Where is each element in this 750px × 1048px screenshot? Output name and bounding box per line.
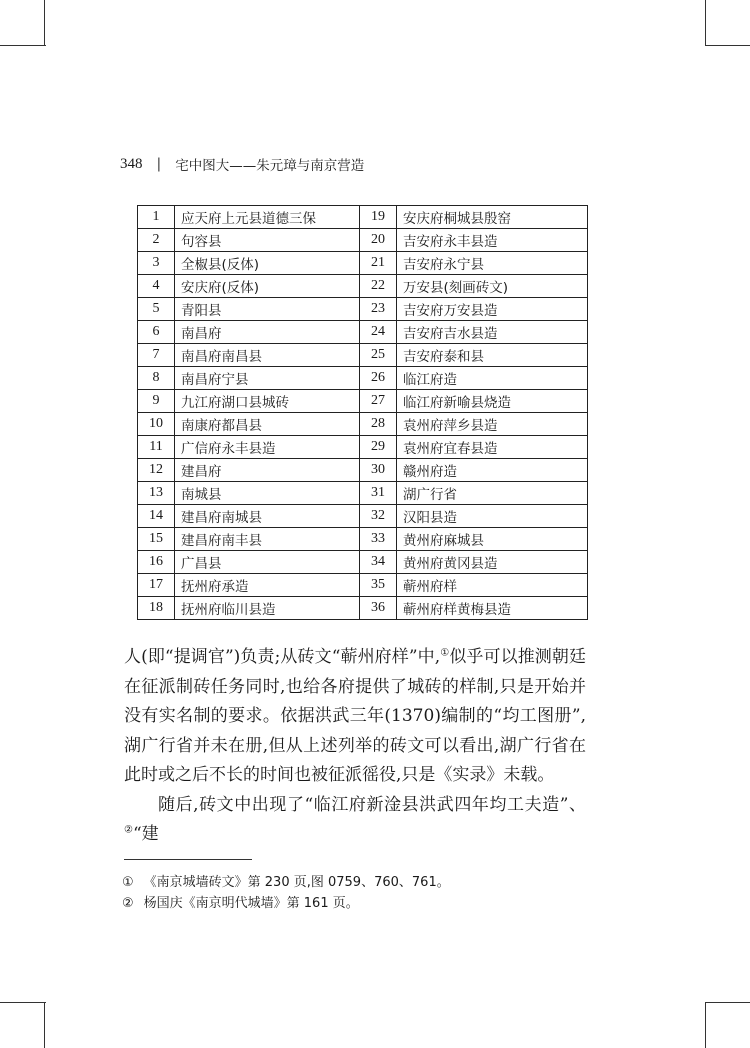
site-name: 吉安府永宁县 <box>397 252 588 275</box>
site-name: 黄州府麻城县 <box>397 528 588 551</box>
footnotes <box>122 872 450 914</box>
table-row <box>138 551 588 574</box>
row-number: 18 <box>138 597 175 620</box>
row-number: 12 <box>138 459 175 482</box>
row-number: 21 <box>360 252 397 275</box>
site-name: 黄州府黄冈县造 <box>397 551 588 574</box>
table-row <box>138 459 588 482</box>
header-separator: | <box>156 156 162 172</box>
table-row <box>138 252 588 275</box>
row-number: 33 <box>360 528 397 551</box>
row-number: 32 <box>360 505 397 528</box>
row-number: 28 <box>360 413 397 436</box>
row-number: 19 <box>360 206 397 229</box>
footnote-reference[interactable]: ② <box>124 824 133 836</box>
brick-inscription-table <box>137 205 588 620</box>
site-name: 青阳县 <box>175 298 360 321</box>
site-name: 万安县(刻画砖文) <box>397 275 588 298</box>
site-name: 广昌县 <box>175 551 360 574</box>
site-name: 南城县 <box>175 482 360 505</box>
site-name: 蕲州府样 <box>397 574 588 597</box>
site-name: 安庆府桐城县殷窑 <box>397 206 588 229</box>
site-name: 全椒县(反体) <box>175 252 360 275</box>
crop-mark <box>0 45 46 46</box>
footnote-reference[interactable]: ① <box>440 647 450 659</box>
footnote-text: 《南京城墙砖文》第 230 页,图 0759、760、761。 <box>143 875 450 890</box>
site-name: 建昌府 <box>175 459 360 482</box>
book-title: 宅中图大——朱元璋与南京营造 <box>175 158 365 174</box>
site-name: 赣州府造 <box>397 459 588 482</box>
crop-mark <box>0 1002 46 1003</box>
site-name: 九江府湖口县城砖 <box>175 390 360 413</box>
paragraph: 人(即“提调官”)负责;从砖文“蕲州府样”中,①似乎可以推测朝廷在征派制砖任务同时,也给各府提供了城砖的样制,只是开始并没有实名制的要求。依据洪武三年(1370)编制的“均工图册”,湖广行省并未在册,但从上述列举的砖文可以看出,湖广行省在此时或之后不长的时间也被征派徭役,只是《实录》未载。 <box>124 647 586 785</box>
row-number: 8 <box>138 367 175 390</box>
running-header <box>120 154 364 174</box>
row-number: 26 <box>360 367 397 390</box>
footnote-mark: ① <box>122 875 134 890</box>
footnote-mark: ② <box>122 896 134 911</box>
site-name: 蕲州府样黄梅县造 <box>397 597 588 620</box>
site-name: 南昌府 <box>175 321 360 344</box>
table-row <box>138 344 588 367</box>
site-name: 吉安府吉水县造 <box>397 321 588 344</box>
row-number: 24 <box>360 321 397 344</box>
table-row <box>138 505 588 528</box>
table-row <box>138 482 588 505</box>
table-row <box>138 574 588 597</box>
row-number: 34 <box>360 551 397 574</box>
table-row <box>138 413 588 436</box>
row-number: 1 <box>138 206 175 229</box>
site-name: 句容县 <box>175 229 360 252</box>
crop-mark <box>705 45 750 46</box>
site-name: 吉安府永丰县造 <box>397 229 588 252</box>
site-name: 袁州府宜春县造 <box>397 436 588 459</box>
footnote-text: 杨国庆《南京明代城墙》第 161 页。 <box>143 896 359 911</box>
row-number: 35 <box>360 574 397 597</box>
site-name: 广信府永丰县造 <box>175 436 360 459</box>
table-row <box>138 321 588 344</box>
row-number: 6 <box>138 321 175 344</box>
site-name: 临江府造 <box>397 367 588 390</box>
crop-mark <box>705 1002 706 1048</box>
table-row <box>138 367 588 390</box>
table-row <box>138 436 588 459</box>
site-name: 吉安府泰和县 <box>397 344 588 367</box>
row-number: 13 <box>138 482 175 505</box>
table-row <box>138 298 588 321</box>
table-row <box>138 229 588 252</box>
crop-mark <box>44 1002 45 1048</box>
row-number: 17 <box>138 574 175 597</box>
footnote <box>122 872 450 893</box>
row-number: 31 <box>360 482 397 505</box>
row-number: 25 <box>360 344 397 367</box>
row-number: 10 <box>138 413 175 436</box>
body-text <box>124 643 586 850</box>
row-number: 2 <box>138 229 175 252</box>
page-number: 348 <box>120 155 143 172</box>
row-number: 16 <box>138 551 175 574</box>
site-name: 南昌府宁县 <box>175 367 360 390</box>
row-number: 5 <box>138 298 175 321</box>
site-name: 南昌府南昌县 <box>175 344 360 367</box>
row-number: 27 <box>360 390 397 413</box>
table-row <box>138 206 588 229</box>
footnote-rule <box>124 859 252 860</box>
site-name: 抚州府承造 <box>175 574 360 597</box>
site-name: 安庆府(反体) <box>175 275 360 298</box>
paragraph: 随后,砖文中出现了“临江府新淦县洪武四年均工夫造”、②“建 <box>124 794 586 844</box>
site-name: 湖广行省 <box>397 482 588 505</box>
table-row <box>138 390 588 413</box>
site-name: 抚州府临川县造 <box>175 597 360 620</box>
site-name: 吉安府万安县造 <box>397 298 588 321</box>
row-number: 11 <box>138 436 175 459</box>
site-name: 应天府上元县道德三保 <box>175 206 360 229</box>
row-number: 23 <box>360 298 397 321</box>
row-number: 29 <box>360 436 397 459</box>
site-name: 建昌府南丰县 <box>175 528 360 551</box>
row-number: 7 <box>138 344 175 367</box>
site-name: 南康府都昌县 <box>175 413 360 436</box>
table-row <box>138 275 588 298</box>
site-name: 临江府新喻县烧造 <box>397 390 588 413</box>
footnote <box>122 893 450 914</box>
row-number: 36 <box>360 597 397 620</box>
table-row <box>138 528 588 551</box>
crop-mark <box>705 1002 750 1003</box>
row-number: 20 <box>360 229 397 252</box>
row-number: 15 <box>138 528 175 551</box>
site-name: 汉阳县造 <box>397 505 588 528</box>
site-name: 建昌府南城县 <box>175 505 360 528</box>
row-number: 3 <box>138 252 175 275</box>
table-row <box>138 597 588 620</box>
crop-mark <box>44 0 45 46</box>
row-number: 14 <box>138 505 175 528</box>
row-number: 30 <box>360 459 397 482</box>
row-number: 22 <box>360 275 397 298</box>
row-number: 4 <box>138 275 175 298</box>
row-number: 9 <box>138 390 175 413</box>
crop-mark <box>705 0 706 46</box>
site-name: 袁州府萍乡县造 <box>397 413 588 436</box>
